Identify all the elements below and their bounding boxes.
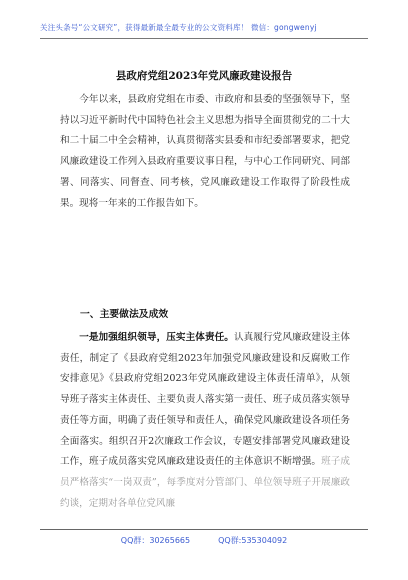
section-heading: 一、主要做法及成效 xyxy=(80,309,169,320)
document-title: 县政府党组2023年党风廉政建设报告 xyxy=(115,70,293,82)
footer-qq-group-1: QQ群：30265665 xyxy=(120,536,191,545)
point-faded-text: 班子成员严格落实“一岗双责”，每季度对分管部门、单位领导班子开展廉政约谈，定期对各单位党风廉 xyxy=(60,456,351,509)
point-body: 认真履行党风廉政建设主体责任，制定了《县政府党组2023年加强党风廉政建设和反腐败工作安排意见》《县政府党组2023年党风廉政建设主体责任清单》，从领导班子落实主体责任、主要负责人落实第一责任、班子成员落实领导责任等方面，明确了责任领导和责任人，确保党风廉政建设各项任务全面落实。组织召开2次廉政工作会议，专题安排部署党风廉政建设工作，班子成员落实党风廉政建设责任的主体意识不断增强。 xyxy=(60,332,351,468)
header-divider xyxy=(40,38,368,39)
point-lead: 一是加强组织领导，压实主体责任。 xyxy=(79,332,234,343)
footer-divider xyxy=(40,529,368,530)
footer-qq-group-2: QQ群:535304092 xyxy=(218,536,288,545)
point-paragraph xyxy=(60,328,350,514)
footer xyxy=(0,535,408,546)
intro-paragraph: 今年以来，县政府党组在市委、市政府和县委的坚强领导下，坚持以习近平新时代中国特色社会主义思想为指导全面贯彻党的二十大和二十届二中全会精神，认真贯彻落实县委和市纪委部署要求，把党风廉政建设工作列入县政府重要议事日程，与中心工作同研究、同部署、同落实、同督查、同考核，党风廉政建设工作取得了阶段性成果。现将一年来的工作报告如下。 xyxy=(60,94,350,209)
header-banner: 关注头条号“公文研究”，获得最新最全最专业的公文资料库！ 微信：gongwenyj xyxy=(40,23,317,32)
